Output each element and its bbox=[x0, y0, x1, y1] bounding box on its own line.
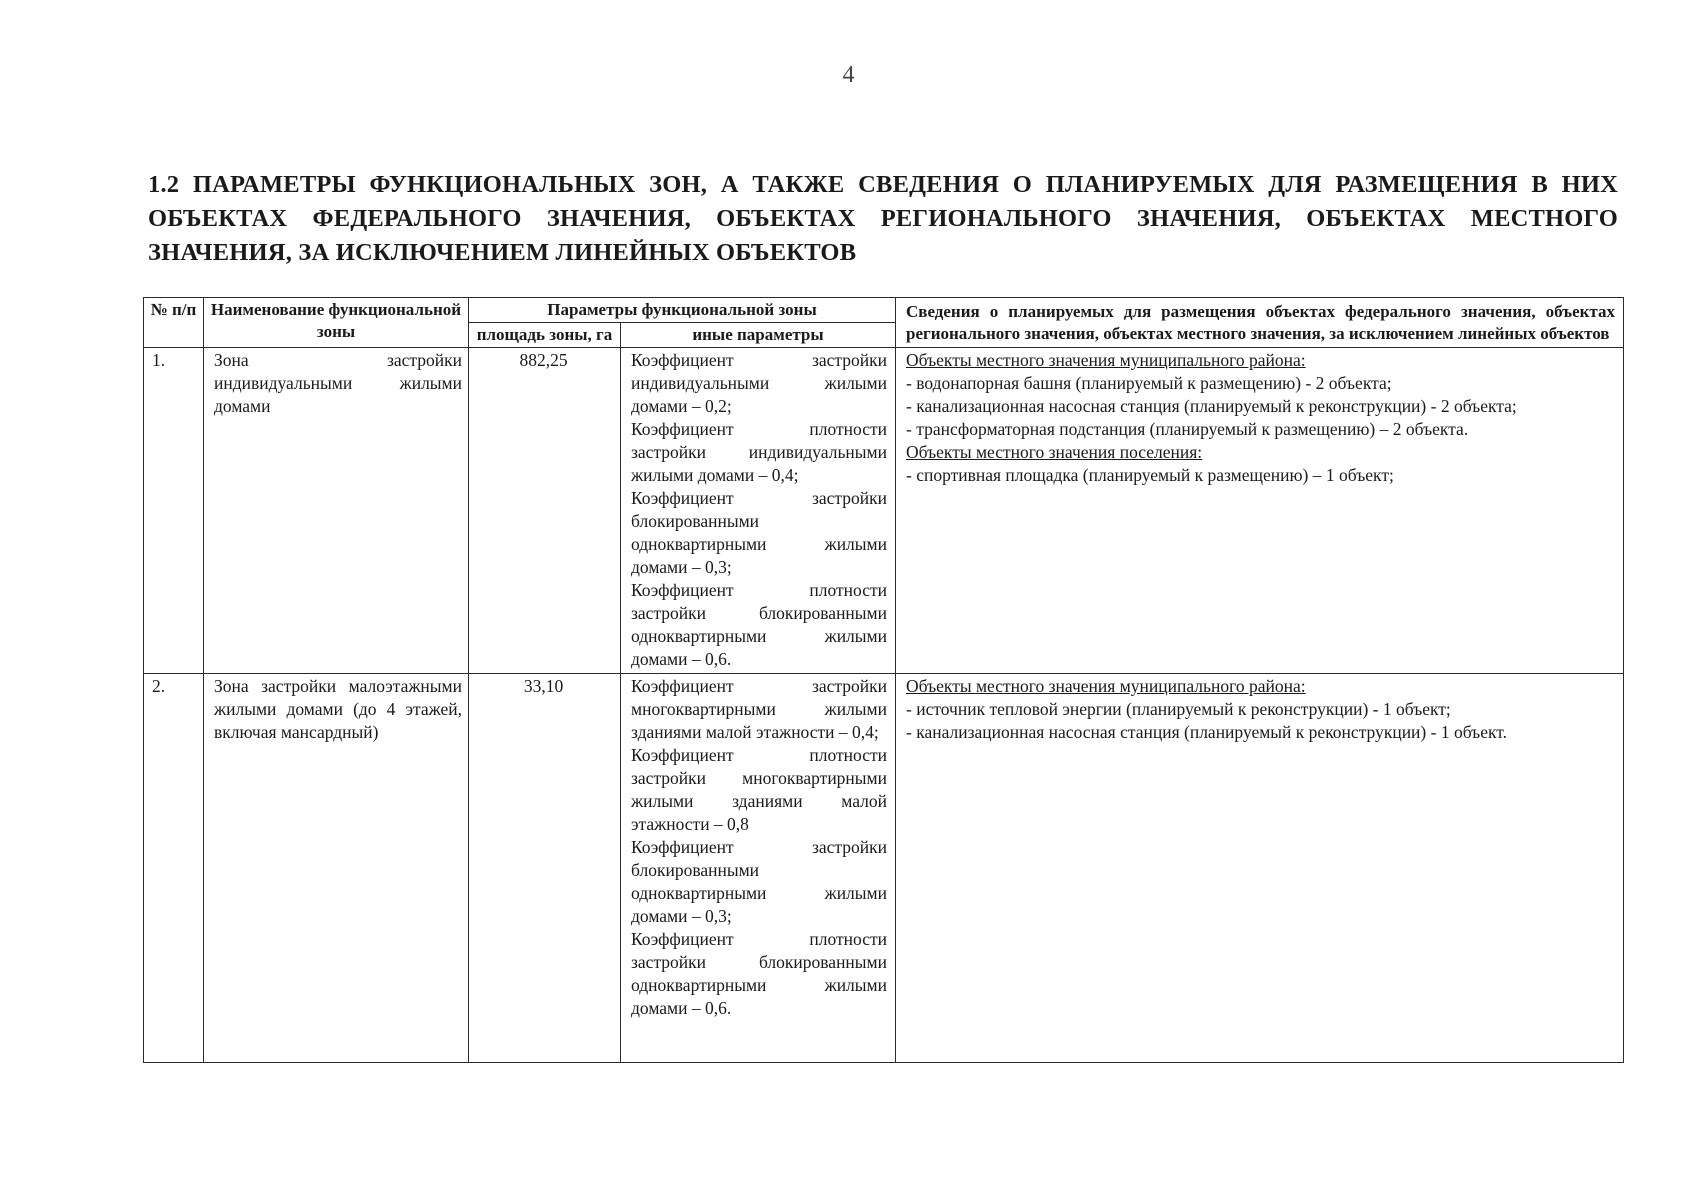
planned-objects bbox=[896, 348, 1624, 674]
zone-name: Зона застройки индивидуальными жилыми домами bbox=[204, 348, 469, 674]
param-line: Коэффициент застройки блокированными одноквартирными жилыми домами – 0,3; bbox=[631, 837, 887, 926]
page-number: 4 bbox=[842, 62, 855, 88]
param-line: Коэффициент плотности застройки блокированными одноквартирными жилыми домами – 0,6. bbox=[631, 929, 887, 1018]
header-zone-name: Наименование функциональной зоны bbox=[204, 298, 469, 348]
zones-table-wrapper bbox=[143, 297, 1624, 1063]
object-item: - трансформаторная подстанция (планируемый к размещению) – 2 объекта. bbox=[906, 419, 1469, 439]
object-group-title: Объекты местного значения муниципального района: bbox=[906, 676, 1306, 696]
header-area: площадь зоны, га bbox=[469, 323, 621, 348]
param-line: Коэффициент застройки многоквартирными жилыми зданиями малой этажности – 0,4; bbox=[631, 676, 887, 742]
object-item: - канализационная насосная станция (планируемый к реконструкции) - 1 объект. bbox=[906, 722, 1507, 742]
param-line: Коэффициент плотности застройки многоквартирными жилыми зданиями малой этажности – 0,8 bbox=[631, 745, 887, 834]
object-item: - спортивная площадка (планируемый к размещению) – 1 объект; bbox=[906, 465, 1394, 485]
table-row bbox=[144, 348, 1624, 674]
zones-table bbox=[143, 297, 1624, 1063]
zone-name: Зона застройки малоэтажными жилыми домами (до 4 этажей, включая мансардный) bbox=[204, 674, 469, 1063]
param-line: Коэффициент застройки индивидуальными жилыми домами – 0,2; bbox=[631, 350, 887, 416]
section-heading: 1.2 ПАРАМЕТРЫ ФУНКЦИОНАЛЬНЫХ ЗОН, А ТАКЖЕ СВЕДЕНИЯ О ПЛАНИРУЕМЫХ ДЛЯ РАЗМЕЩЕНИЯ В НИХ ОБЪЕКТАХ ФЕДЕРАЛЬНОГО ЗНАЧЕНИЯ, ОБЪЕКТАХ РЕГИОНАЛЬНОГО ЗНАЧЕНИЯ, ОБЪЕКТАХ МЕСТНОГО ЗНАЧЕНИЯ, ЗА ИСКЛЮЧЕНИЕМ ЛИНЕЙНЫХ ОБЪЕКТОВ bbox=[148, 171, 1618, 266]
zone-area: 33,10 bbox=[469, 674, 621, 1063]
object-group-title: Объекты местного значения муниципального района: bbox=[906, 350, 1306, 370]
zone-params bbox=[621, 348, 896, 674]
object-item: - источник тепловой энергии (планируемый к реконструкции) - 1 объект; bbox=[906, 699, 1451, 719]
param-line: Коэффициент застройки блокированными одноквартирными жилыми домами – 0,3; bbox=[631, 488, 887, 577]
param-line: Коэффициент плотности застройки индивидуальными жилыми домами – 0,4; bbox=[631, 419, 887, 485]
zone-area: 882,25 bbox=[469, 348, 621, 674]
row-number: 1. bbox=[144, 348, 204, 674]
object-item: - водонапорная башня (планируемый к размещению) - 2 объекта; bbox=[906, 373, 1392, 393]
row-number: 2. bbox=[144, 674, 204, 1063]
planned-objects bbox=[896, 674, 1624, 1063]
header-params-group: Параметры функциональной зоны bbox=[469, 298, 896, 323]
object-item: - канализационная насосная станция (планируемый к реконструкции) - 2 объекта; bbox=[906, 396, 1517, 416]
zone-params bbox=[621, 674, 896, 1063]
header-other-params: иные параметры bbox=[621, 323, 896, 348]
header-planned-objects: Сведения о планируемых для размещения объектах федерального значения, объектах регионального значения, объектах местного значения, за исключением линейных объектов bbox=[896, 298, 1624, 348]
param-line: Коэффициент плотности застройки блокированными одноквартирными жилыми домами – 0,6. bbox=[631, 580, 887, 669]
object-group-title: Объекты местного значения поселения: bbox=[906, 442, 1203, 462]
header-num: № п/п bbox=[144, 298, 204, 348]
table-row bbox=[144, 674, 1624, 1063]
